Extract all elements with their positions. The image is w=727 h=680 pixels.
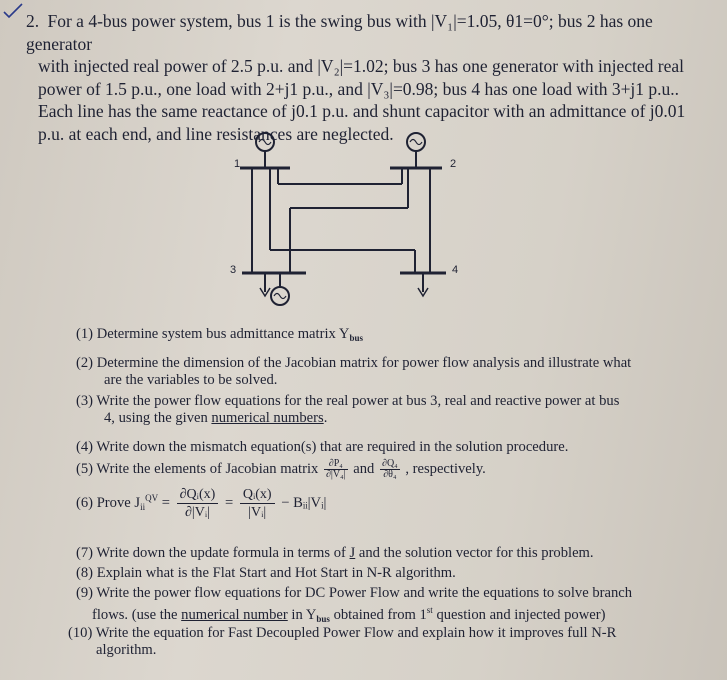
question-3-line-1: Write the power flow equations for the real power at bus 3, real and reactive power at bus xyxy=(96,393,620,409)
question-4 xyxy=(76,439,568,456)
question-2-number: (2) xyxy=(76,355,94,371)
question-7-number: (7) xyxy=(76,545,94,561)
question-1-text: Determine system bus admittance matrix Y xyxy=(96,326,350,342)
jqv-subscript: ii xyxy=(140,501,146,512)
question-7-text-b: and the solution vector for this problem. xyxy=(355,545,594,561)
question-8 xyxy=(76,565,456,582)
question-3 xyxy=(76,393,706,427)
question-7-j: J xyxy=(349,545,356,561)
intro-line-3: power of 1.5 p.u., one load with 2+j1 p.u., and |V₃|=0.98; bus 4 has one load with 3+j1 p.u.. xyxy=(38,78,680,99)
question-3-line-2a: 4, using the given xyxy=(104,410,212,426)
question-4-text: Write down the mismatch equation(s) that are required in the solution procedure. xyxy=(96,439,569,455)
bus-1-label: 1 xyxy=(234,158,241,170)
question-3-line-2c: . xyxy=(323,410,328,426)
question-10-line-2: algorithm. xyxy=(96,642,157,658)
question-5-number: (5) xyxy=(76,460,94,477)
bus-2-label: 2 xyxy=(450,158,457,170)
dp4-dv4-fraction xyxy=(324,459,348,480)
jqv-superscript: QV xyxy=(145,492,159,503)
bus-4-label: 4 xyxy=(452,264,459,276)
qi-numerator: Qᵢ(x) xyxy=(240,486,275,504)
ybus-subscript-2: bus xyxy=(316,614,330,624)
question-9-line-2b: numerical number xyxy=(181,607,288,623)
question-10 xyxy=(68,625,708,659)
question-9-line-2d: obtained from 1 xyxy=(329,607,427,623)
question-4-number: (4) xyxy=(76,439,94,455)
dqi-numerator: ∂Qᵢ(x) xyxy=(177,486,219,504)
question-5-and: and xyxy=(353,460,375,477)
question-3-number: (3) xyxy=(76,393,94,409)
equals-2: = xyxy=(224,494,234,511)
dvi-denominator: ∂|Vᵢ| xyxy=(185,505,210,520)
question-1-number: (1) xyxy=(76,326,94,342)
question-6-prove: Prove J xyxy=(96,494,141,511)
qi-vi-fraction xyxy=(240,486,275,521)
question-5-text-a: Write the elements of Jacobian matrix xyxy=(96,460,319,477)
intro-line-2: with injected real power of 2.5 p.u. and |V₂|=1.02; bus 3 has one generator with injected real xyxy=(38,56,684,76)
problem-statement xyxy=(8,10,713,145)
intro-line-4: Each line has the same reactance of j0.1 p.u. and shunt capacitor with an admittance of j0.01 xyxy=(38,101,686,121)
bus-3-label: 3 xyxy=(230,264,237,276)
question-6-number: (6) xyxy=(76,494,94,511)
question-6 xyxy=(76,486,326,521)
question-8-number: (8) xyxy=(76,565,94,581)
dp4-numerator: ∂P₄ xyxy=(324,459,348,470)
question-9-number: (9) xyxy=(76,585,94,601)
question-10-line-1: Write the equation for Fast Decoupled Power Flow and explain how it improves full N-R xyxy=(95,625,617,641)
intro-line-1: For a 4-bus power system, bus 1 is the swing bus with |V₁|=1.05, θ1=0°; bus 2 has one generator xyxy=(26,11,653,54)
one-line-diagram xyxy=(220,132,480,322)
ybus-subscript: bus xyxy=(349,333,363,343)
question-10-number: (10) xyxy=(68,625,93,641)
vi-denominator: |Vᵢ| xyxy=(248,505,267,520)
question-5 xyxy=(76,459,486,480)
question-7-text-a: Write down the update formula in terms of xyxy=(96,545,350,561)
dqi-dvi-fraction xyxy=(177,486,219,521)
equals-1: = xyxy=(161,494,170,511)
question-1 xyxy=(76,326,363,347)
question-2-line-1: Determine the dimension of the Jacobian matrix for power flow analysis and illustrate what xyxy=(96,355,632,371)
question-9-line-1: Write the power flow equations for DC Power Flow and write the equations to solve branch xyxy=(96,585,633,601)
question-6-tail: − Bᵢᵢ|Vᵢ| xyxy=(281,494,327,511)
question-2 xyxy=(76,355,706,389)
power-system-diagram xyxy=(220,132,480,322)
intro-line-5: p.u. at each end, and line resistances are neglected. xyxy=(38,123,394,144)
question-9-line-2a: flows. (use the xyxy=(92,607,182,623)
problem-number: 2. xyxy=(26,11,40,31)
dq4-numerator: ∂Q₄ xyxy=(382,458,398,469)
question-3-line-2b: numerical numbers xyxy=(211,410,324,426)
st-superscript: st xyxy=(426,605,433,615)
dtheta4-denominator: ∂θ₄ xyxy=(383,469,397,480)
question-9 xyxy=(76,585,706,628)
question-2-line-2: are the variables to be solved. xyxy=(104,372,278,388)
dq4-dtheta4-fraction xyxy=(380,459,400,480)
question-9-line-2e: question and injected power) xyxy=(432,607,606,623)
question-8-text: Explain what is the Flat Start and Hot Start in N-R algorithm. xyxy=(96,565,456,581)
question-9-line-2c: in Y xyxy=(287,607,317,623)
question-7 xyxy=(76,545,594,562)
question-5-text-b: , respectively. xyxy=(405,460,486,477)
dv4-denominator: ∂|V₄| xyxy=(325,469,346,480)
